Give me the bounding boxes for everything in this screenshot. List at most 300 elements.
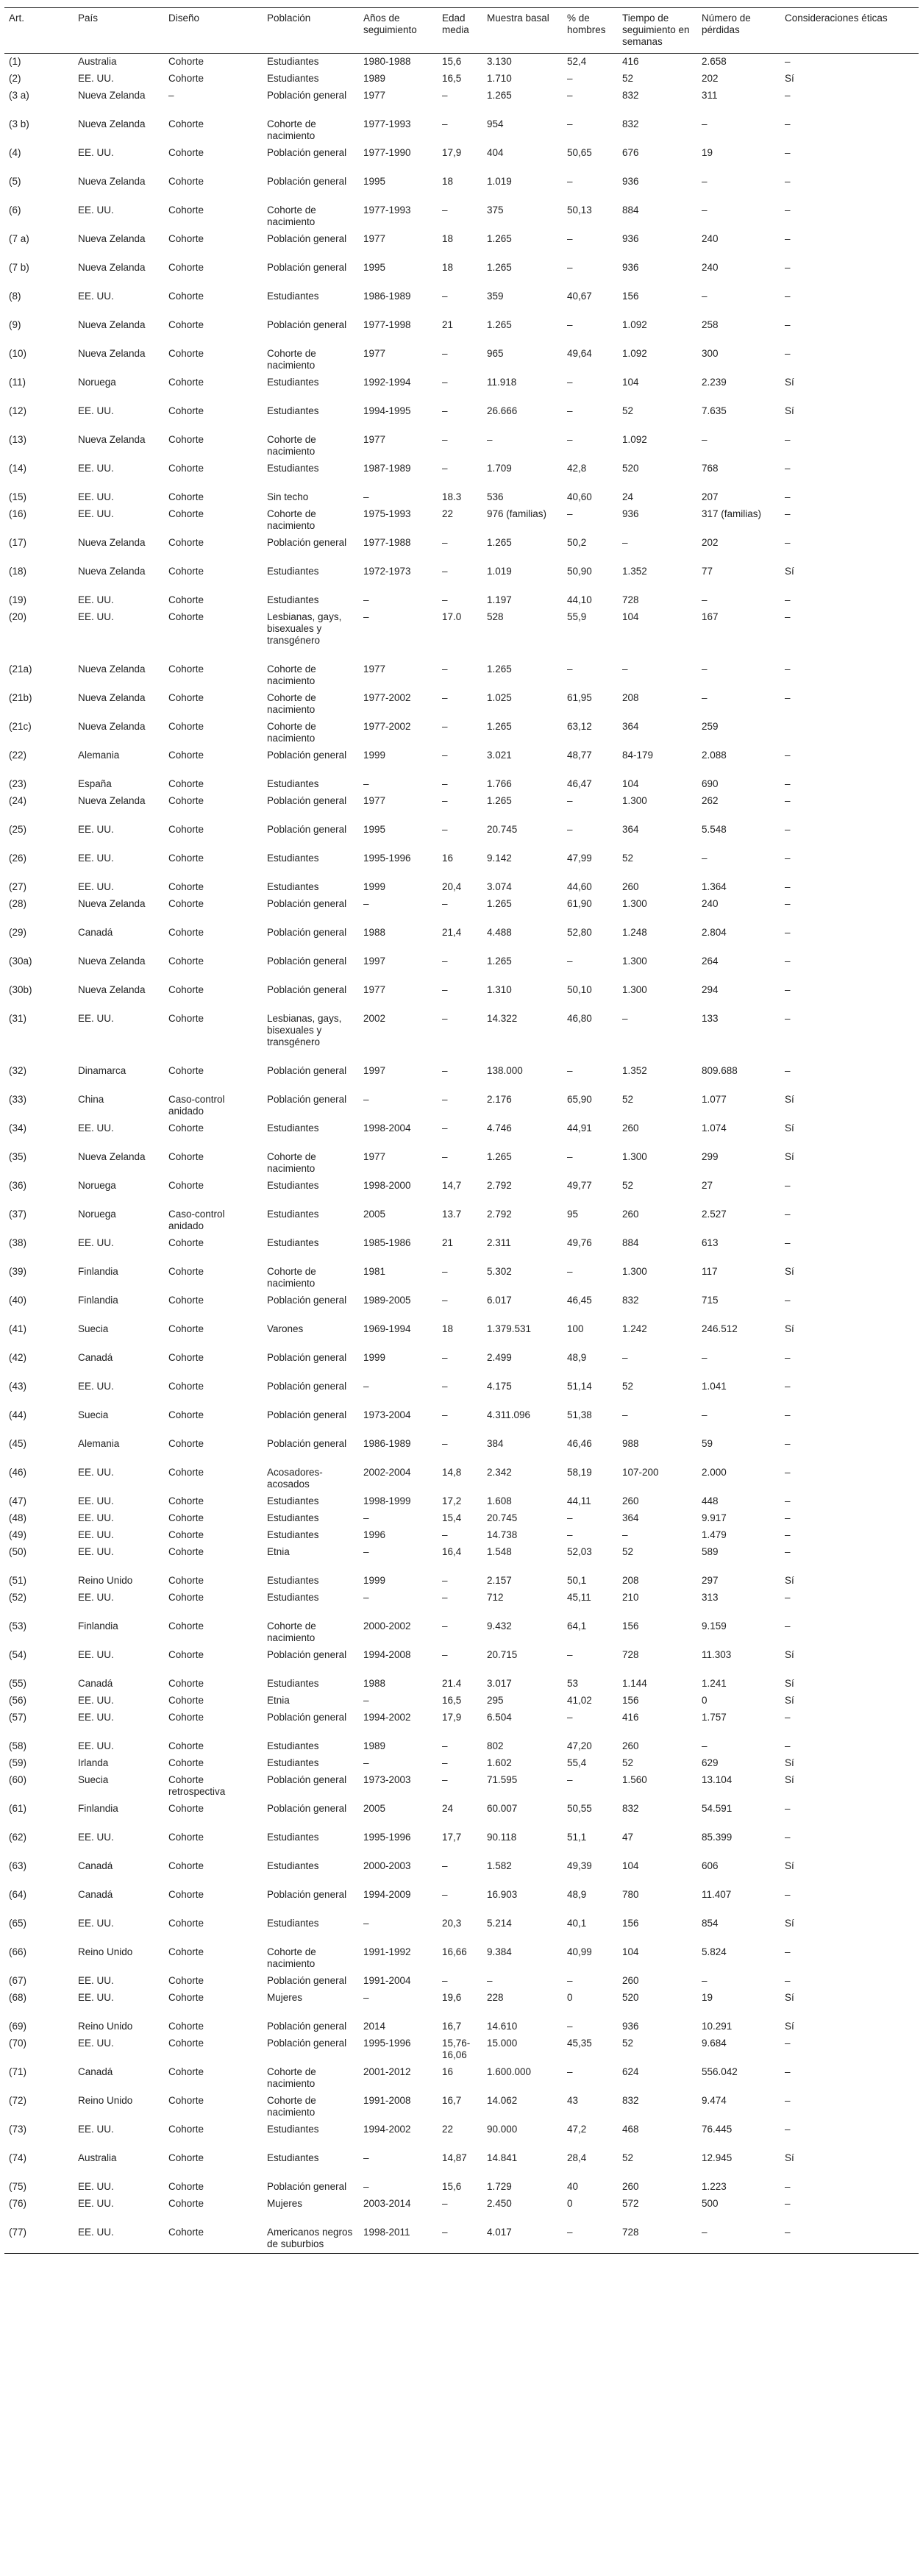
ethics-cell: Sí <box>785 376 794 388</box>
baseline-sample-cell: 2.499 <box>487 1351 512 1363</box>
population-cell: Cohorte de nacimiento <box>267 118 316 141</box>
male-percent-cell: 44,10 <box>567 594 592 605</box>
baseline-sample-cell: 5.214 <box>487 1917 512 1929</box>
table-row <box>4 953 919 982</box>
baseline-sample-cell: 712 <box>487 1591 504 1603</box>
mean-age-cell: 20,3 <box>442 1917 462 1929</box>
article-cell: (48) <box>9 1512 27 1523</box>
population-cell: Acosadores-acosados <box>267 1466 323 1490</box>
baseline-sample-cell: 1.379.531 <box>487 1323 532 1334</box>
baseline-sample-cell: 536 <box>487 491 504 502</box>
design-cell: Cohorte <box>168 1802 204 1814</box>
baseline-sample-cell: 71.595 <box>487 1773 518 1785</box>
years-cell: 1998-2011 <box>359 2224 438 2254</box>
years-cell: 1988 <box>363 1677 386 1689</box>
table-row <box>4 2018 919 2035</box>
design-cell: Cohorte <box>168 2197 204 2209</box>
followup-weeks-cell: 47 <box>622 1831 634 1843</box>
years-cell: – <box>363 1093 369 1105</box>
ethics-cell: – <box>785 56 791 67</box>
losses-cell: 262 <box>702 794 719 806</box>
losses-cell: 59 <box>702 1437 713 1449</box>
mean-age-cell: 17,2 <box>442 1495 462 1506</box>
table-row <box>4 202 919 231</box>
followup-weeks-cell: 156 <box>622 1620 639 1632</box>
years-cell: 2005 <box>363 1802 386 1814</box>
mean-age-cell: 16 <box>442 2066 454 2077</box>
ethics-cell: – <box>785 1466 791 1478</box>
country-cell: Suecia <box>78 1773 109 1785</box>
baseline-sample-cell: 1.265 <box>487 536 512 548</box>
losses-cell: – <box>702 118 708 129</box>
ethics-cell: – <box>785 749 791 761</box>
article-cell: (2) <box>9 72 21 84</box>
article-cell: (22) <box>9 749 27 761</box>
population-cell: Cohorte de nacimiento <box>267 433 316 457</box>
followup-weeks-cell: 676 <box>622 146 639 158</box>
baseline-sample-cell: 2.176 <box>487 1093 512 1105</box>
baseline-sample-cell: – <box>487 1974 493 1986</box>
ethics-cell: – <box>785 319 791 330</box>
mean-age-cell: – <box>442 983 448 995</box>
population-cell: Varones <box>267 1323 304 1334</box>
losses-cell: 9.684 <box>702 2037 727 2049</box>
design-cell: Cohorte <box>168 1323 204 1334</box>
table-row <box>4 2196 919 2224</box>
design-cell: Cohorte <box>168 926 204 938</box>
years-cell: 1987-1989 <box>363 462 411 474</box>
table-row <box>4 346 919 374</box>
country-cell: Nueva Zelanda <box>78 663 146 675</box>
losses-cell: 297 <box>702 1574 719 1586</box>
followup-weeks-cell: 832 <box>622 1294 639 1306</box>
years-cell: 1997 <box>363 955 386 967</box>
years-cell: 2000-2002 <box>363 1620 411 1632</box>
country-cell: Canadá <box>78 1351 113 1363</box>
baseline-sample-cell: 2.342 <box>487 1466 512 1478</box>
population-cell: Cohorte de nacimiento <box>267 720 316 744</box>
baseline-sample-cell: 1.600.000 <box>487 2066 532 2077</box>
ethics-cell: – <box>785 2094 791 2106</box>
design-cell: Cohorte <box>168 2094 204 2106</box>
years-cell: 1989-2005 <box>363 1294 411 1306</box>
design-cell: Cohorte <box>168 1757 204 1768</box>
baseline-sample-cell: 1.265 <box>487 319 512 330</box>
ethics-cell: Sí <box>785 565 794 577</box>
table-row <box>4 1829 919 1858</box>
design-cell: Cohorte <box>168 1591 204 1603</box>
article-cell: (50) <box>9 1545 27 1557</box>
design-cell: Cohorte <box>168 319 204 330</box>
population-cell: Población general <box>267 146 347 158</box>
table-row <box>4 1149 919 1178</box>
ethics-cell: – <box>785 433 791 445</box>
male-percent-cell: – <box>567 1648 573 1660</box>
male-percent-cell: 49,39 <box>567 1860 592 1871</box>
table-row <box>4 1120 919 1149</box>
mean-age-cell: – <box>442 1974 448 1986</box>
design-cell: Cohorte <box>168 1711 204 1723</box>
population-cell: Estudiantes <box>267 376 319 388</box>
article-cell: (14) <box>9 462 27 474</box>
article-cell: (30b) <box>9 983 32 995</box>
country-cell: Nueva Zelanda <box>78 1150 146 1162</box>
country-cell: Alemania <box>78 1437 120 1449</box>
followup-weeks-cell: 728 <box>618 2224 697 2254</box>
ethics-cell: – <box>785 1888 791 1900</box>
baseline-sample-cell: 20.745 <box>487 823 518 835</box>
article-cell: (72) <box>9 2094 27 2106</box>
losses-cell: 854 <box>702 1917 719 1929</box>
years-cell: 2002 <box>363 1012 386 1024</box>
male-percent-cell: – <box>567 508 573 519</box>
mean-age-cell: 21,4 <box>442 926 462 938</box>
losses-cell: 1.757 <box>702 1711 727 1723</box>
table-row <box>4 1755 919 1772</box>
ethics-cell: – <box>785 955 791 967</box>
ethics-cell: – <box>785 880 791 892</box>
years-cell: 1991-2008 <box>363 2094 411 2106</box>
mean-age-cell: 18.3 <box>442 491 462 502</box>
followup-weeks-cell: 260 <box>622 2180 639 2192</box>
losses-cell: 1.077 <box>702 1093 727 1105</box>
years-cell: 2001-2012 <box>363 2066 411 2077</box>
country-cell: EE. UU. <box>78 1694 114 1706</box>
ethics-cell: – <box>785 2180 791 2192</box>
male-percent-cell: 41,02 <box>567 1694 592 1706</box>
ethics-cell: – <box>785 1740 791 1751</box>
article-cell: (62) <box>9 1831 27 1843</box>
ethics-cell: – <box>785 1711 791 1723</box>
male-percent-cell: – <box>567 2020 573 2032</box>
losses-cell: 1.479 <box>702 1529 727 1540</box>
losses-cell: 19 <box>702 1991 713 2003</box>
country-cell: EE. UU. <box>78 823 114 835</box>
male-percent-cell: 50,13 <box>567 204 592 216</box>
male-percent-cell: – <box>567 2066 573 2077</box>
article-cell: (46) <box>9 1466 27 1478</box>
ethics-cell: – <box>785 1179 791 1191</box>
country-cell: EE. UU. <box>78 1974 114 1986</box>
losses-cell: 299 <box>702 1150 719 1162</box>
baseline-sample-cell: 1.265 <box>487 89 512 101</box>
baseline-sample-cell: 2.157 <box>487 1574 512 1586</box>
country-cell: Noruega <box>78 376 116 388</box>
ethics-cell: – <box>785 2066 791 2077</box>
article-cell: (52) <box>9 1591 27 1603</box>
ethics-cell: Sí <box>785 405 794 416</box>
population-cell: Lesbianas, gays, bisexuales y transgénero <box>267 611 342 646</box>
mean-age-cell: – <box>442 955 448 967</box>
mean-age-cell: – <box>442 823 448 835</box>
population-cell: Estudiantes <box>267 1179 319 1191</box>
losses-cell: – <box>702 1351 708 1363</box>
design-cell: Cohorte <box>168 1991 204 2003</box>
mean-age-cell: 17,9 <box>442 1711 462 1723</box>
article-cell: (34) <box>9 1122 27 1134</box>
country-cell: EE. UU. <box>78 1466 114 1478</box>
population-cell: Cohorte de nacimiento <box>267 204 316 227</box>
table-row <box>4 719 919 747</box>
years-cell: 1994-2002 <box>363 1711 411 1723</box>
mean-age-cell: 15,6 <box>442 2180 462 2192</box>
table-row <box>4 592 919 609</box>
design-cell: Cohorte <box>168 720 204 732</box>
losses-cell: 7.635 <box>702 405 727 416</box>
column-header: Número de pérdidas <box>697 8 780 54</box>
country-cell: EE. UU. <box>78 72 114 84</box>
male-percent-cell: 47,99 <box>567 852 592 864</box>
male-percent-cell: 46,45 <box>567 1294 592 1306</box>
baseline-sample-cell: 2.792 <box>487 1179 512 1191</box>
years-cell: 1969-1994 <box>363 1323 411 1334</box>
ethics-cell <box>780 719 919 747</box>
ethics-cell: Sí <box>785 2152 794 2163</box>
column-header: Años de seguimiento <box>359 8 438 54</box>
mean-age-cell: – <box>442 1150 448 1162</box>
mean-age-cell: 16,5 <box>442 1694 462 1706</box>
article-cell: (35) <box>9 1150 27 1162</box>
article-cell: (64) <box>9 1888 27 1900</box>
baseline-sample-cell: 359 <box>487 290 504 302</box>
followup-weeks-cell: 416 <box>622 1711 639 1723</box>
article-cell: (53) <box>9 1620 27 1632</box>
design-cell: Cohorte <box>168 118 204 129</box>
years-cell: 1995-1996 <box>363 1831 411 1843</box>
design-cell: Cohorte <box>168 1648 204 1660</box>
male-percent-cell: – <box>567 261 573 273</box>
ethics-cell: Sí <box>785 1677 794 1689</box>
years-cell: 1991-1992 <box>363 1946 411 1957</box>
population-cell: Población general <box>267 2037 347 2049</box>
article-cell: (49) <box>9 1529 27 1540</box>
country-cell: Alemania <box>78 749 120 761</box>
baseline-sample-cell: 9.384 <box>487 1946 512 1957</box>
table-row <box>4 793 919 822</box>
ethics-cell: – <box>785 462 791 474</box>
table-row <box>4 690 919 719</box>
population-cell: Estudiantes <box>267 1757 319 1768</box>
population-cell: Cohorte de nacimiento <box>267 691 316 715</box>
followup-weeks-cell: 1.092 <box>622 433 647 445</box>
country-cell: Reino Unido <box>78 2020 133 2032</box>
years-cell: 1977 <box>363 89 386 101</box>
table-row <box>4 2224 919 2254</box>
ethics-cell: – <box>785 1237 791 1248</box>
article-cell: (70) <box>9 2037 27 2049</box>
table-row <box>4 747 919 776</box>
mean-age-cell: – <box>442 1591 448 1603</box>
followup-weeks-cell: 24 <box>622 491 634 502</box>
baseline-sample-cell: 14.738 <box>487 1529 518 1540</box>
baseline-sample-cell: 228 <box>487 1991 504 2003</box>
losses-cell: 715 <box>702 1294 719 1306</box>
male-percent-cell: – <box>567 118 573 129</box>
years-cell: 1989 <box>363 1740 386 1751</box>
column-header: Tiempo de seguimiento en semanas <box>618 8 697 54</box>
population-cell: Estudiantes <box>267 56 319 67</box>
population-cell: Estudiantes <box>267 1740 319 1751</box>
mean-age-cell: – <box>442 118 448 129</box>
followup-weeks-cell: 936 <box>622 508 639 519</box>
table-row <box>4 2093 919 2121</box>
years-cell: – <box>363 1694 369 1706</box>
country-cell: Nueva Zelanda <box>78 89 146 101</box>
design-cell: Cohorte <box>168 72 204 84</box>
male-percent-cell: 0 <box>567 1991 573 2003</box>
baseline-sample-cell: 1.265 <box>487 261 512 273</box>
years-cell: – <box>363 1991 369 2003</box>
ethics-cell: – <box>785 204 791 216</box>
mean-age-cell: 21 <box>442 319 454 330</box>
male-percent-cell: 55,4 <box>567 1757 587 1768</box>
mean-age-cell: – <box>442 1122 448 1134</box>
design-cell: Caso-control anidado <box>168 1208 225 1231</box>
male-percent-cell: 50,1 <box>567 1574 587 1586</box>
article-cell: (19) <box>9 594 27 605</box>
design-cell: Cohorte <box>168 852 204 864</box>
population-cell: Cohorte de nacimiento <box>267 1946 316 1969</box>
ethics-cell: – <box>785 1620 791 1632</box>
baseline-sample-cell: 9.432 <box>487 1620 512 1632</box>
years-cell: 1998-2004 <box>363 1122 411 1134</box>
losses-cell: 1.041 <box>702 1380 727 1392</box>
years-cell: – <box>363 2152 369 2163</box>
country-cell: Finlandia <box>78 1620 118 1632</box>
country-cell: EE. UU. <box>78 2037 114 2049</box>
male-percent-cell: 61,95 <box>567 691 592 703</box>
studies-table <box>4 7 919 2254</box>
article-cell: (73) <box>9 2123 27 2135</box>
male-percent-cell: 58,19 <box>567 1466 592 1478</box>
article-cell: (8) <box>9 290 21 302</box>
column-header: País <box>74 8 164 54</box>
followup-weeks-cell: 572 <box>622 2197 639 2209</box>
mean-age-cell: – <box>442 1409 448 1420</box>
mean-age-cell: – <box>442 433 448 445</box>
ethics-cell: – <box>785 1802 791 1814</box>
article-cell: (60) <box>9 1773 27 1785</box>
table-row <box>4 535 919 563</box>
ethics-cell: Sí <box>785 1860 794 1871</box>
male-percent-cell: 49,76 <box>567 1237 592 1248</box>
male-percent-cell: – <box>567 1150 573 1162</box>
mean-age-cell: 18 <box>442 1323 454 1334</box>
losses-cell: – <box>702 852 708 864</box>
years-cell: 1994-2009 <box>363 1888 411 1900</box>
male-percent-cell: – <box>567 823 573 835</box>
population-cell: Población general <box>267 261 347 273</box>
ethics-cell: – <box>785 146 791 158</box>
article-cell: (30a) <box>9 955 32 967</box>
article-cell: (47) <box>9 1495 27 1506</box>
mean-age-cell: 13.7 <box>442 1208 462 1220</box>
losses-cell: 54.591 <box>702 1802 733 1814</box>
ethics-cell: Sí <box>785 1757 794 1768</box>
country-cell: EE. UU. <box>78 204 114 216</box>
country-cell: Finlandia <box>78 1802 118 1814</box>
table-row <box>4 925 919 953</box>
baseline-sample-cell: 295 <box>487 1694 504 1706</box>
country-cell: Australia <box>78 56 117 67</box>
population-cell: Población general <box>267 1888 347 1900</box>
losses-cell: – <box>702 1974 708 1986</box>
country-cell: Dinamarca <box>78 1064 126 1076</box>
mean-age-cell: – <box>442 1757 448 1768</box>
losses-cell: 5.548 <box>702 823 727 835</box>
baseline-sample-cell: 1.265 <box>487 720 512 732</box>
male-percent-cell: 63,12 <box>567 720 592 732</box>
baseline-sample-cell: 15.000 <box>487 2037 518 2049</box>
losses-cell: 1.364 <box>702 880 727 892</box>
population-cell: Población general <box>267 1064 347 1076</box>
population-cell: Población general <box>267 823 347 835</box>
country-cell: Nueva Zelanda <box>78 118 146 129</box>
years-cell: 1977 <box>363 663 386 675</box>
table-row <box>4 260 919 288</box>
article-cell: (43) <box>9 1380 27 1392</box>
male-percent-cell: 50,55 <box>567 1802 592 1814</box>
population-cell: Población general <box>267 1648 347 1660</box>
country-cell: Nueva Zelanda <box>78 261 146 273</box>
followup-weeks-cell: 84-179 <box>622 749 654 761</box>
baseline-sample-cell: 6.017 <box>487 1294 512 1306</box>
design-cell: Cohorte <box>168 2066 204 2077</box>
followup-weeks-cell: 936 <box>622 175 639 187</box>
years-cell: 1977-1990 <box>363 146 411 158</box>
country-cell: Finlandia <box>78 1265 118 1277</box>
followup-weeks-cell: 52 <box>622 1380 634 1392</box>
ethics-cell: Sí <box>785 1122 794 1134</box>
design-cell: Cohorte <box>168 1466 204 1478</box>
article-cell: (32) <box>9 1064 27 1076</box>
population-cell: Población general <box>267 1773 347 1785</box>
losses-cell: – <box>702 175 708 187</box>
followup-weeks-cell: 52 <box>622 1179 634 1191</box>
years-cell: 2000-2003 <box>363 1860 411 1871</box>
table-row <box>4 1011 919 1063</box>
article-cell: (69) <box>9 2020 27 2032</box>
years-cell: – <box>363 611 369 622</box>
mean-age-cell: – <box>442 1064 448 1076</box>
article-cell: (36) <box>9 1179 27 1191</box>
years-cell: – <box>363 1380 369 1392</box>
ethics-cell: – <box>785 89 791 101</box>
country-cell: Canadá <box>78 1888 113 1900</box>
table-row <box>4 506 919 535</box>
male-percent-cell: 52,80 <box>567 926 592 938</box>
losses-cell: 2.804 <box>702 926 727 938</box>
population-cell: Estudiantes <box>267 1591 319 1603</box>
article-cell: (71) <box>9 2066 27 2077</box>
losses-cell: 246.512 <box>702 1323 738 1334</box>
article-cell: (20) <box>9 611 27 622</box>
ethics-cell: – <box>785 1974 791 1986</box>
mean-age-cell: – <box>442 204 448 216</box>
followup-weeks-cell: 1.300 <box>622 897 647 909</box>
design-cell: Cohorte <box>168 261 204 273</box>
losses-cell: 809.688 <box>702 1064 738 1076</box>
design-cell: Cohorte <box>168 1064 204 1076</box>
table-row <box>4 1235 919 1264</box>
table-row <box>4 2064 919 2093</box>
population-cell: Estudiantes <box>267 565 319 577</box>
design-cell: Cohorte <box>168 1529 204 1540</box>
followup-weeks-cell: 104 <box>622 1860 639 1871</box>
baseline-sample-cell: 14.841 <box>487 2152 518 2163</box>
country-cell: Canadá <box>78 1860 113 1871</box>
male-percent-cell: 44,60 <box>567 880 592 892</box>
